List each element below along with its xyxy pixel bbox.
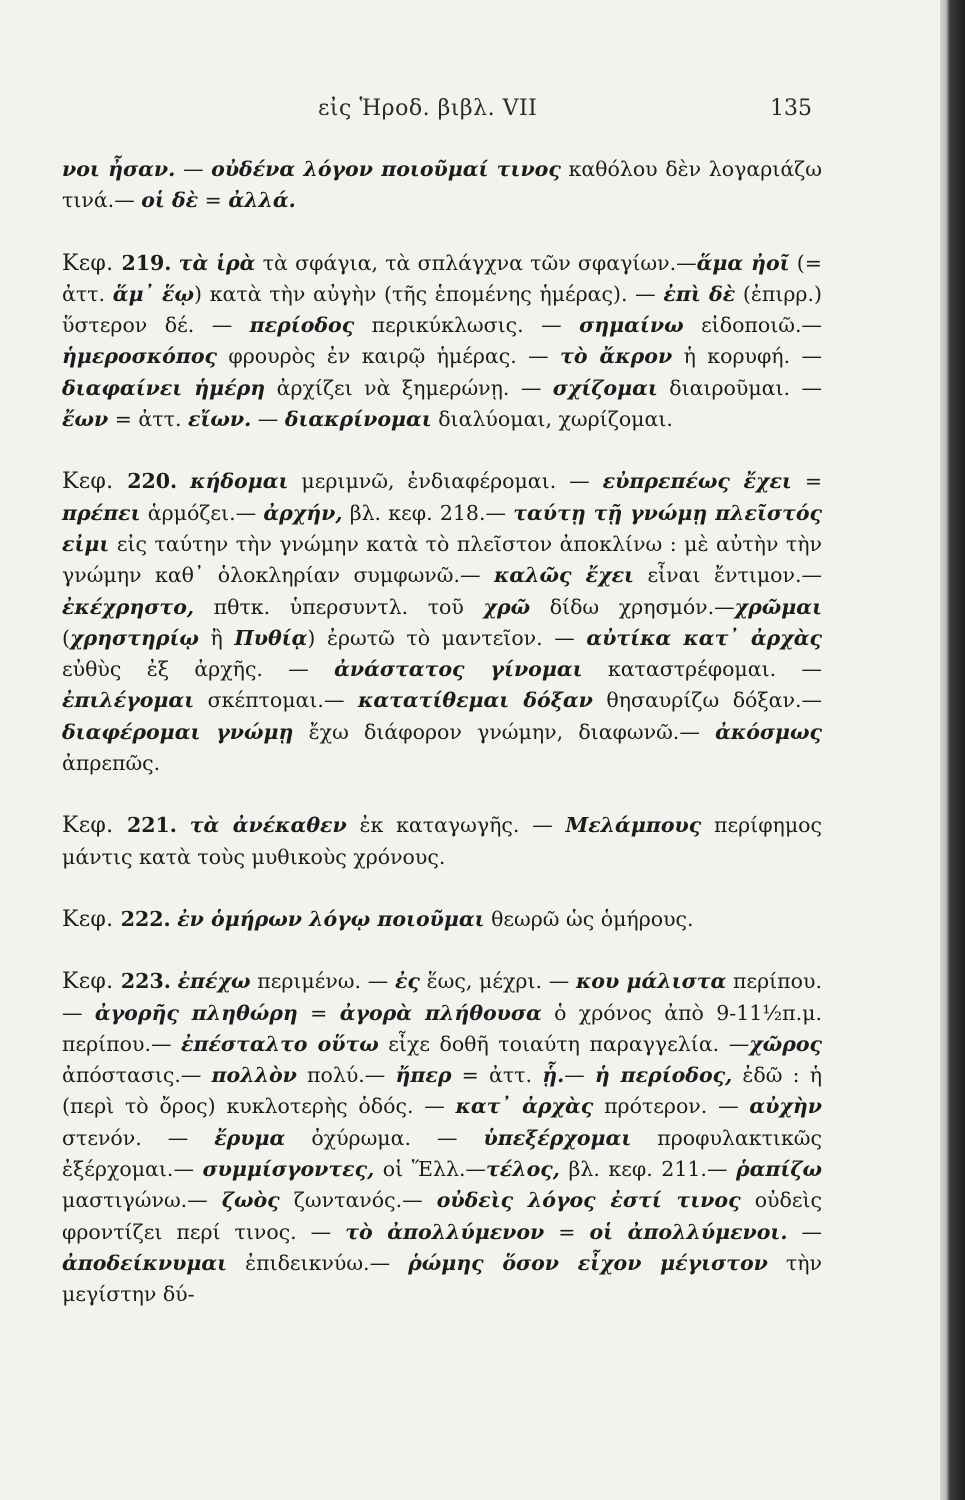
page-number: 135 bbox=[770, 96, 812, 121]
gloss-text: — bbox=[251, 407, 285, 432]
gloss-text: ἢ bbox=[198, 625, 235, 650]
gloss-text: πρότερον. — bbox=[593, 1094, 750, 1119]
commentary-paragraph bbox=[62, 966, 822, 1310]
lemma-text: ζωὸς bbox=[221, 1188, 280, 1213]
gloss-text: (ἐπιρρ.) ὕστερον δέ. — bbox=[62, 281, 822, 338]
chapter-heading: 223. bbox=[120, 969, 171, 994]
gloss-text: ἀπρεπῶς. bbox=[62, 751, 161, 776]
lemma-text: χῶρος bbox=[749, 1031, 822, 1056]
gloss-text: εἶχε δοθῆ τοιαύτη παραγγελία. — bbox=[378, 1031, 750, 1056]
lemma-text: οὐδένα λόγον ποιοῦμαί τινος bbox=[211, 157, 561, 181]
gloss-text: εὐθὺς ἐξ ἀρχῆς. — bbox=[62, 657, 335, 682]
gloss-text: τὰ σφάγια, τὰ σπλάγχνα τῶν σφαγίων.— bbox=[255, 250, 697, 275]
gloss-text: τὴν μεγίστην δύ- bbox=[62, 1250, 822, 1307]
lemma-text: ἤπερ bbox=[395, 1063, 452, 1088]
lemma-text: ἀνάστατος γίνομαι bbox=[334, 657, 583, 682]
gloss-text: ὀχύρωμα. — bbox=[285, 1125, 484, 1150]
paragraph-gap bbox=[62, 779, 822, 810]
lemma-text: ἀποδείκνυμαι bbox=[62, 1250, 228, 1275]
lemma-text: κήδομαι bbox=[190, 469, 289, 494]
gloss-text bbox=[171, 969, 178, 993]
gloss-text bbox=[171, 251, 178, 275]
lemma-text: ῥαπίζω bbox=[736, 1157, 823, 1182]
lemma-text: κατ᾽ ἀρχὰς bbox=[455, 1094, 594, 1119]
gloss-text: = bbox=[297, 1000, 340, 1025]
gloss-text: ζωντανός.— bbox=[279, 1188, 437, 1213]
lemma-text: κου μάλιστα bbox=[575, 969, 727, 994]
lemma-text: τέλος, bbox=[485, 1157, 560, 1182]
lemma-text: ἐν ὁμήρων λόγῳ ποιοῦμαι bbox=[177, 906, 485, 931]
lemma-text: ἐπιλέγομαι bbox=[62, 688, 195, 713]
running-title: εἰς Ἡροδ. βιβλ. VII bbox=[318, 96, 538, 121]
gloss-text: = ἀττ. bbox=[451, 1063, 543, 1088]
gloss-text: οὐδεὶς φροντίζει περί τινος. — bbox=[62, 1188, 823, 1244]
gloss-text: περίφημος μάντις κατὰ τοὺς μυθικοὺς χρόνους. bbox=[62, 813, 822, 869]
lemma-text: εὐπρεπέως ἔχει bbox=[602, 469, 792, 494]
lemma-text: διαφαίνει ἡμέρη bbox=[62, 375, 266, 400]
gloss-text: ἀπόστασις.— bbox=[62, 1063, 212, 1088]
lemma-text: τὸ ἄκρον bbox=[560, 344, 673, 369]
lemma-text: τὸ ἀπολλύμενον bbox=[345, 1219, 545, 1244]
gloss-text: — bbox=[564, 1063, 595, 1088]
gloss-text bbox=[177, 469, 190, 493]
lemma-text: ἐπὶ δὲ bbox=[663, 281, 736, 306]
lemma-text: ἔων bbox=[62, 407, 109, 432]
gloss-text: πολύ.— bbox=[296, 1063, 396, 1088]
page-edge bbox=[940, 0, 965, 1500]
lemma-text: ἀγορὰ πλήθουσα bbox=[339, 1000, 542, 1025]
lemma-text: χρῶ bbox=[483, 594, 531, 619]
lemma-text: ὑπεξέρχομαι bbox=[483, 1125, 632, 1150]
chapter-heading: 219. bbox=[121, 250, 172, 275]
lemma-text: ἀλλά. bbox=[228, 188, 296, 213]
lemma-text: ἐκέχρηστο, bbox=[62, 594, 195, 619]
lemma-text: ἐπέχω bbox=[177, 969, 251, 994]
gloss-text: = bbox=[544, 1219, 590, 1244]
lemma-text: συμμίσγοντες, bbox=[202, 1157, 375, 1182]
paragraph-gap bbox=[62, 217, 822, 248]
gloss-text: πθτκ. ὑπερσυντλ. τοῦ bbox=[194, 594, 484, 619]
lemma-text: οἱ ἀπολλύμενοι. bbox=[589, 1219, 788, 1244]
lemma-text: ἀγορῆς πληθώρη bbox=[94, 1000, 298, 1025]
lemma-text: πολλὸν bbox=[211, 1063, 297, 1088]
lemma-text: οὐδεὶς λόγος ἐστί τινος bbox=[436, 1188, 741, 1213]
gloss-text bbox=[177, 813, 190, 837]
lemma-text: τὰ ἱρὰ bbox=[178, 250, 256, 275]
lemma-text: χρηστηρίῳ bbox=[70, 625, 199, 650]
gloss-text: βλ. κεφ. 211.— bbox=[559, 1157, 737, 1182]
paragraph-gap bbox=[62, 935, 822, 966]
lemma-text: ἔρυμα bbox=[214, 1125, 286, 1150]
lemma-text: καλῶς ἔχει bbox=[494, 563, 634, 588]
lemma-text: διακρίνομαι bbox=[284, 407, 432, 432]
gloss-text: διαιροῦμαι. — bbox=[657, 375, 822, 400]
chapter-heading: 220. bbox=[127, 469, 178, 494]
lemma-text: ἐς bbox=[394, 969, 420, 994]
gloss-text: περιμένω. — bbox=[250, 969, 395, 994]
page-header bbox=[0, 96, 940, 136]
lemma-text: ᾗ. bbox=[542, 1063, 565, 1088]
gloss-text: προφυλακτικῶς ἐξέρχομαι.— bbox=[62, 1125, 822, 1182]
chapter-heading: 222. bbox=[120, 906, 171, 931]
lemma-text: ταύτῃ τῇ γνώμῃ πλεῖστός εἰμι bbox=[62, 500, 822, 556]
gloss-text: = bbox=[198, 188, 229, 213]
gloss-text: εἰς ταύτην τὴν γνώμην κατὰ τὸ πλεῖστον ἀποκλίνω : μὲ αὐτὴν τὴν γνώμην καθ᾽ ὁλοκληρίαν συμφωνῶ.— bbox=[62, 531, 822, 588]
lemma-text: αὐχὴν bbox=[749, 1094, 822, 1119]
gloss-text: σκέπτομαι.— bbox=[194, 688, 358, 713]
gloss-text: καταστρέφομαι. — bbox=[582, 657, 822, 682]
gloss-text: ) ἐρωτῶ τὸ μαντεῖον. — bbox=[307, 625, 587, 650]
commentary-paragraph bbox=[62, 904, 822, 935]
lemma-text: τὰ ἀνέκαθεν bbox=[189, 813, 347, 838]
chapter-heading: Κεφ. bbox=[62, 813, 127, 839]
lemma-text: οἱ δὲ bbox=[141, 188, 199, 213]
lemma-text: ἅμ᾽ ἕῳ bbox=[112, 281, 195, 306]
gloss-text: μαστιγώνω.— bbox=[62, 1188, 222, 1213]
gloss-text: ἐπιδεικνύω.— bbox=[227, 1250, 409, 1275]
lemma-text: ἀρχήν, bbox=[263, 500, 343, 525]
gloss-text: οἱ Ἕλλ.— bbox=[374, 1157, 486, 1182]
lemma-text: χρῶμαι bbox=[734, 594, 822, 619]
chapter-heading: 221. bbox=[127, 813, 177, 838]
lemma-text: αὐτίκα κατ᾽ ἀρχὰς bbox=[586, 625, 822, 650]
lemma-text: ἅμα ἠοῖ bbox=[696, 250, 790, 275]
gloss-text: βλ. κεφ. 218.— bbox=[342, 500, 514, 525]
paragraph-gap bbox=[62, 435, 822, 466]
lemma-text: ἀκόσμως bbox=[715, 719, 822, 744]
lemma-text: νοι ἦσαν. bbox=[62, 157, 176, 181]
gloss-text: ὁ χρόνος ἀπὸ 9-11½π.μ. περίπου.— bbox=[62, 1000, 822, 1056]
lemma-text: περίοδος bbox=[249, 313, 355, 338]
gloss-text: φρουρὸς ἐν καιρῷ ἡμέρας. — bbox=[217, 344, 561, 369]
lemma-text: ἡμεροσκόπος bbox=[62, 344, 217, 369]
gloss-text: εἶναι ἔντιμον.— bbox=[633, 563, 822, 588]
lemma-text: ῥώμης ὅσον εἶχον μέγιστον bbox=[408, 1250, 768, 1275]
chapter-heading: Κεφ. bbox=[62, 906, 121, 932]
commentary-paragraph bbox=[62, 466, 822, 779]
commentary-paragraph bbox=[62, 154, 822, 217]
gloss-text: = ἀττ. bbox=[108, 407, 188, 432]
gloss-text: ἡ κορυφή. — bbox=[672, 344, 823, 369]
gloss-text: — bbox=[787, 1219, 822, 1244]
lemma-text: εἴων. bbox=[188, 407, 252, 432]
lemma-text: πρέπει bbox=[62, 500, 141, 525]
chapter-heading: Κεφ. bbox=[62, 250, 122, 276]
body-text bbox=[62, 154, 822, 1311]
chapter-heading: Κεφ. bbox=[62, 469, 128, 495]
gloss-text: περικύκλωσις. — bbox=[354, 313, 580, 338]
gloss-text: καθόλου δὲν λογαριάζω τινά.— bbox=[62, 157, 822, 213]
gloss-text: (= ἀττ. bbox=[62, 250, 822, 306]
lemma-text: διαφέρομαι γνώμῃ bbox=[62, 719, 294, 744]
gloss-text: — bbox=[175, 157, 212, 181]
gloss-text: θησαυρίζω δόξαν.— bbox=[592, 688, 822, 713]
gloss-text: στενόν. — bbox=[62, 1125, 215, 1150]
chapter-heading: Κεφ. bbox=[62, 969, 121, 995]
gloss-text: ἔχω διάφορον γνώμην, διαφωνῶ.— bbox=[293, 719, 716, 744]
gloss-text: ἀρχίζει νὰ ξημερώνῃ. — bbox=[265, 375, 553, 400]
gloss-text: ἁρμόζει.— bbox=[140, 500, 264, 525]
gloss-text: = bbox=[791, 469, 822, 494]
gloss-text: ἕως, μέχρι. — bbox=[419, 969, 576, 994]
gloss-text: δίδω χρησμόν.— bbox=[530, 594, 735, 619]
lemma-text: σχίζομαι bbox=[552, 375, 658, 400]
commentary-paragraph bbox=[62, 810, 822, 873]
lemma-text: ἐπέσταλτο οὕτω bbox=[180, 1031, 379, 1056]
gloss-text: θεωρῶ ὡς ὁμήρους. bbox=[484, 906, 694, 931]
lemma-text: κατατίθεμαι δόξαν bbox=[357, 688, 593, 713]
lemma-text: σημαίνω bbox=[579, 313, 684, 338]
gloss-text: ) κατὰ τὴν αὐγὴν (τῆς ἑπομένης ἡμέρας). — bbox=[194, 281, 664, 306]
gloss-text: διαλύομαι, χωρίζομαι. bbox=[431, 407, 673, 432]
gloss-text: ἐκ καταγωγῆς. — bbox=[346, 813, 566, 838]
gloss-text: εἰδοποιῶ.— bbox=[683, 313, 822, 338]
gloss-text: περίπου. — bbox=[62, 969, 822, 1025]
gloss-text: ( bbox=[62, 625, 70, 650]
paragraph-gap bbox=[62, 873, 822, 904]
commentary-paragraph bbox=[62, 248, 822, 436]
lemma-text: ἡ περίοδος, bbox=[594, 1063, 733, 1088]
gloss-text: ἐδῶ : ἡ (περὶ τὸ ὄρος) κυκλοτερὴς ὁδός. — bbox=[62, 1063, 822, 1119]
lemma-text: Πυθίᾳ bbox=[234, 625, 308, 650]
lemma-text: Μελάμπους bbox=[565, 813, 702, 838]
gloss-text: μεριμνῶ, ἐνδιαφέρομαι. — bbox=[288, 469, 603, 494]
